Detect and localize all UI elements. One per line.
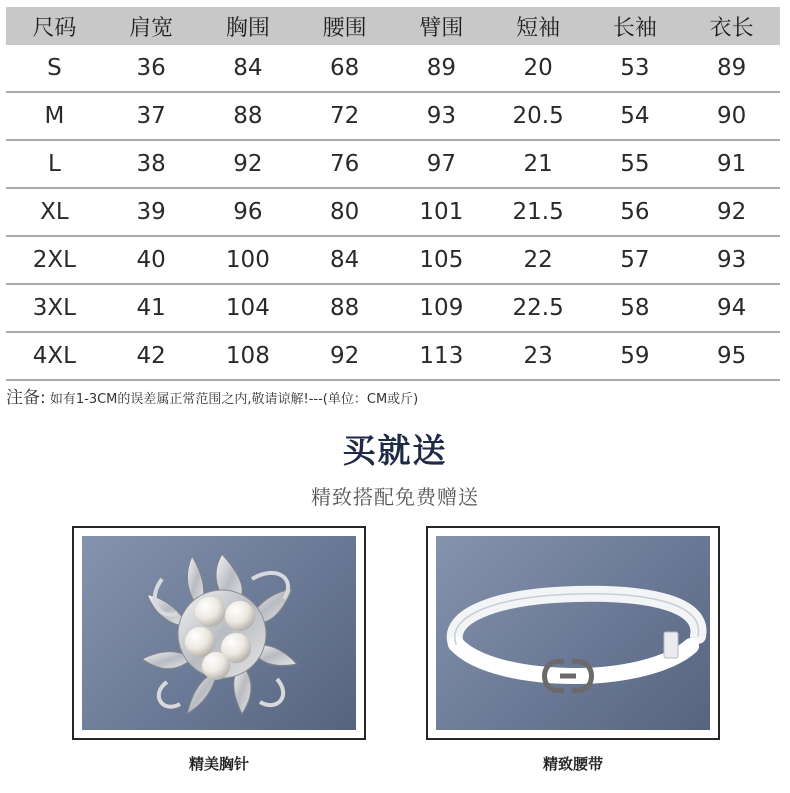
table-row [6, 284, 780, 332]
table-cell: 89 [683, 45, 780, 92]
belt-caption: 精致腰带 [542, 755, 603, 773]
table-cell: 36 [103, 45, 200, 92]
table-cell: S [6, 45, 103, 92]
table-cell: 113 [393, 332, 490, 380]
table-cell: 92 [683, 188, 780, 236]
brooch-frame [72, 526, 366, 740]
header-waist: 腰围 [296, 7, 393, 45]
table-row [6, 92, 780, 140]
table-cell: 93 [683, 236, 780, 284]
size-chart-table [6, 7, 780, 381]
table-cell: 68 [296, 45, 393, 92]
header-bust: 胸围 [200, 7, 297, 45]
table-cell: 42 [103, 332, 200, 380]
size-note [6, 383, 786, 408]
table-cell: 97 [393, 140, 490, 188]
table-cell: 54 [587, 92, 684, 140]
table-cell: 95 [683, 332, 780, 380]
table-cell: 58 [587, 284, 684, 332]
table-row [6, 140, 780, 188]
header-size: 尺码 [6, 7, 103, 45]
table-cell: 22.5 [490, 284, 587, 332]
table-cell: 109 [393, 284, 490, 332]
table-cell: 56 [587, 188, 684, 236]
belt-icon [436, 536, 710, 730]
table-cell: 39 [103, 188, 200, 236]
table-cell: 101 [393, 188, 490, 236]
table-cell: 104 [200, 284, 297, 332]
header-short-sleeve: 短袖 [490, 7, 587, 45]
table-cell: 88 [296, 284, 393, 332]
table-cell: 3XL [6, 284, 103, 332]
promo-subtitle: 精致搭配免费赠送 [311, 485, 479, 509]
table-cell: 90 [683, 92, 780, 140]
belt-frame [426, 526, 720, 740]
table-cell: 23 [490, 332, 587, 380]
table-cell: L [6, 140, 103, 188]
table-cell: 21.5 [490, 188, 587, 236]
table-cell: 4XL [6, 332, 103, 380]
table-cell: 40 [103, 236, 200, 284]
table-cell: 72 [296, 92, 393, 140]
table-cell: 41 [103, 284, 200, 332]
promo-title: 买就送 [342, 431, 448, 470]
header-long-sleeve: 长袖 [587, 7, 684, 45]
table-cell: 84 [200, 45, 297, 92]
table-cell: 93 [393, 92, 490, 140]
table-cell: 55 [587, 140, 684, 188]
header-arm: 臂围 [393, 7, 490, 45]
table-row [6, 45, 780, 92]
table-cell: 105 [393, 236, 490, 284]
brooch-icon [82, 536, 356, 730]
table-cell: 2XL [6, 236, 103, 284]
brooch-caption: 精美胸针 [188, 755, 249, 773]
size-table-header-row [6, 7, 780, 45]
note-label: 注备: [6, 388, 46, 408]
table-cell: 57 [587, 236, 684, 284]
table-cell: 92 [200, 140, 297, 188]
table-cell: 84 [296, 236, 393, 284]
table-cell: 22 [490, 236, 587, 284]
header-length: 衣长 [683, 7, 780, 45]
table-row [6, 332, 780, 380]
table-cell: 100 [200, 236, 297, 284]
table-cell: 37 [103, 92, 200, 140]
table-cell: 20 [490, 45, 587, 92]
table-cell: 94 [683, 284, 780, 332]
table-cell: 96 [200, 188, 297, 236]
table-cell: 80 [296, 188, 393, 236]
belt-photo [436, 536, 710, 730]
table-cell: M [6, 92, 103, 140]
header-shoulder: 肩宽 [103, 7, 200, 45]
size-table-body [6, 45, 780, 380]
table-cell: XL [6, 188, 103, 236]
table-cell: 88 [200, 92, 297, 140]
table-row [6, 236, 780, 284]
table-cell: 92 [296, 332, 393, 380]
table-cell: 53 [587, 45, 684, 92]
table-row [6, 188, 780, 236]
table-cell: 76 [296, 140, 393, 188]
brooch-photo [82, 536, 356, 730]
table-cell: 59 [587, 332, 684, 380]
table-cell: 89 [393, 45, 490, 92]
table-cell: 108 [200, 332, 297, 380]
note-text: 如有1-3CM的误差属正常范围之内,敬请谅解!---(单位：CM或斤) [45, 392, 419, 407]
table-cell: 91 [683, 140, 780, 188]
table-cell: 38 [103, 140, 200, 188]
table-cell: 20.5 [490, 92, 587, 140]
table-cell: 21 [490, 140, 587, 188]
